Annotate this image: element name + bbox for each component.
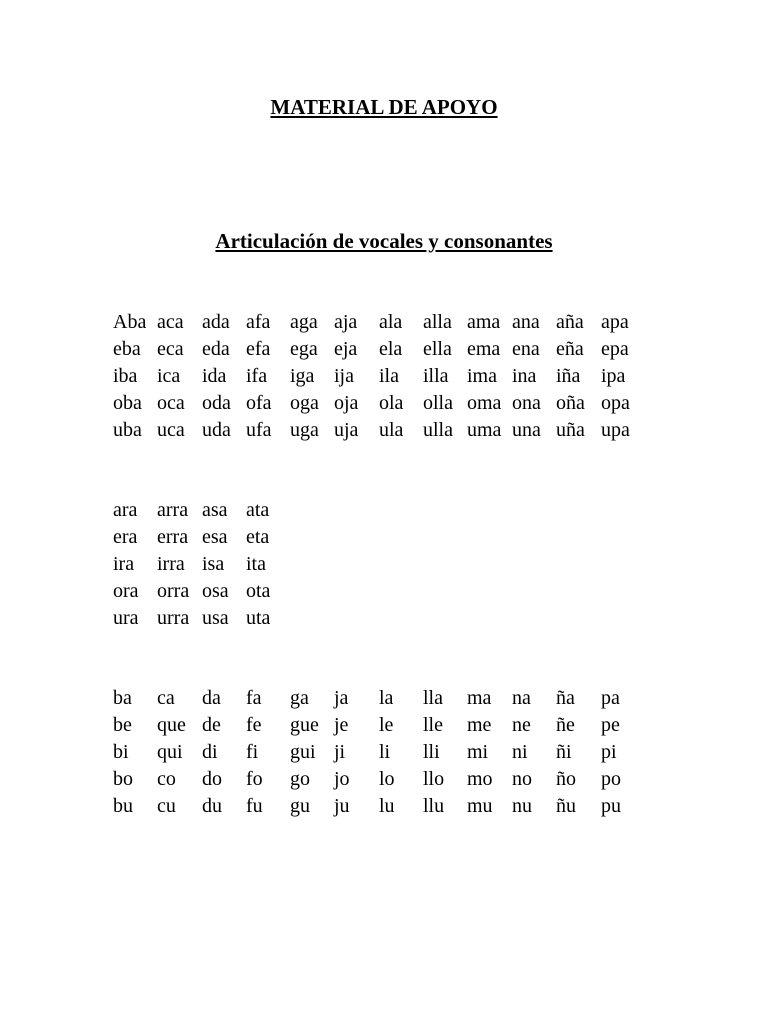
syllable-cell: ila xyxy=(379,365,399,387)
syllable-cell: ala xyxy=(379,311,403,333)
syllable-cell: lu xyxy=(379,795,395,817)
syllable-cell: nu xyxy=(512,795,532,817)
syllable-cell: mu xyxy=(467,795,493,817)
syllable-cell: ipa xyxy=(601,365,626,387)
syllable-cell: ella xyxy=(423,338,452,360)
syllable-cell: olla xyxy=(423,392,453,414)
syllable-cell: oba xyxy=(113,392,142,414)
syllable-cell: ji xyxy=(334,741,346,763)
syllable-cell: oda xyxy=(202,392,231,414)
syllable-cell: jo xyxy=(334,768,350,790)
syllable-cell: eca xyxy=(157,338,184,360)
syllable-cell: ona xyxy=(512,392,541,414)
syllable-cell: ama xyxy=(467,311,501,333)
syllable-cell: uda xyxy=(202,419,231,441)
syllable-cell: llo xyxy=(423,768,445,790)
syllable-cell: li xyxy=(379,741,391,763)
syllable-cell: ña xyxy=(556,687,575,709)
syllable-cell: ne xyxy=(512,714,531,736)
syllable-cell: osa xyxy=(202,580,229,602)
syllable-cell: ima xyxy=(467,365,497,387)
syllable-cell: llu xyxy=(423,795,445,817)
syllable-cell: orra xyxy=(157,580,190,602)
syllable-cell: fo xyxy=(246,768,263,790)
syllable-cell: me xyxy=(467,714,492,736)
page-title: MATERIAL DE APOYO xyxy=(270,95,498,119)
syllable-cell: qui xyxy=(157,741,183,763)
syllable-cell: oja xyxy=(334,392,359,414)
syllable-cell: upa xyxy=(601,419,630,441)
syllable-cell: ura xyxy=(113,607,139,629)
syllable-cell: no xyxy=(512,768,532,790)
syllable-cell: oga xyxy=(290,392,319,414)
syllable-cell: ño xyxy=(556,768,576,790)
syllable-cell: ulla xyxy=(423,419,453,441)
syllable-cell: efa xyxy=(246,338,271,360)
syllable-cell: ija xyxy=(334,365,354,387)
syllable-cell: iba xyxy=(113,365,138,387)
syllable-cell: ula xyxy=(379,419,404,441)
syllable-cell: ofa xyxy=(246,392,272,414)
syllable-cell: ju xyxy=(334,795,350,817)
syllable-cell: esa xyxy=(202,526,228,548)
syllable-cell: ina xyxy=(512,365,537,387)
syllable-cell: bi xyxy=(113,741,129,763)
syllable-cell: eda xyxy=(202,338,230,360)
syllable-cell: mi xyxy=(467,741,489,763)
syllable-cell: arra xyxy=(157,499,189,521)
syllable-cell: fi xyxy=(246,741,259,763)
syllable-cell: lle xyxy=(423,714,443,736)
syllable-cell: ana xyxy=(512,311,540,333)
syllable-cell: epa xyxy=(601,338,629,360)
syllable-cell: ida xyxy=(202,365,227,387)
syllable-cell: uja xyxy=(334,419,359,441)
syllable-cell: pe xyxy=(601,714,620,736)
syllable-cell: uca xyxy=(157,419,185,441)
syllable-cell: asa xyxy=(202,499,228,521)
syllable-cell: ica xyxy=(157,365,181,387)
syllable-cell: fa xyxy=(246,687,262,709)
syllable-cell: urra xyxy=(157,607,190,629)
syllable-cell: ata xyxy=(246,499,270,521)
syllable-cell: le xyxy=(379,714,394,736)
syllable-cell: ira xyxy=(113,553,135,575)
syllable-cell: ara xyxy=(113,499,138,521)
syllable-cell: ñi xyxy=(556,741,572,763)
syllable-cell: una xyxy=(512,419,541,441)
syllable-cell: ora xyxy=(113,580,139,602)
syllable-cell: da xyxy=(202,687,221,709)
syllable-cell: afa xyxy=(246,311,271,333)
syllable-cell: la xyxy=(379,687,394,709)
syllable-cell: ena xyxy=(512,338,540,360)
syllable-cell: bu xyxy=(113,795,133,817)
syllable-cell: aja xyxy=(334,311,358,333)
syllable-cell: usa xyxy=(202,607,229,629)
section-title: Articulación de vocales y consonantes xyxy=(215,229,553,253)
syllable-cell: gue xyxy=(290,714,319,736)
syllable-cell: apa xyxy=(601,311,629,333)
syllable-cell: isa xyxy=(202,553,225,575)
syllable-cell: uga xyxy=(290,419,319,441)
syllable-cell: erra xyxy=(157,526,189,548)
syllable-cell: na xyxy=(512,687,531,709)
syllable-cell: je xyxy=(334,714,349,736)
syllable-cell: cu xyxy=(157,795,176,817)
syllable-cell: uma xyxy=(467,419,502,441)
syllable-cell: aña xyxy=(556,311,584,333)
syllable-cell: fe xyxy=(246,714,262,736)
syllable-cell: eña xyxy=(556,338,584,360)
syllable-cell: ola xyxy=(379,392,404,414)
syllable-cell: ñu xyxy=(556,795,576,817)
syllable-cell: Aba xyxy=(113,311,147,333)
syllable-cell: pi xyxy=(601,741,617,763)
syllable-cell: oña xyxy=(556,392,585,414)
syllable-cell: ada xyxy=(202,311,230,333)
syllable-cell: lo xyxy=(379,768,395,790)
syllable-cell: ifa xyxy=(246,365,268,387)
syllable-cell: ela xyxy=(379,338,403,360)
syllable-cell: uña xyxy=(556,419,585,441)
syllable-cell: ca xyxy=(157,687,175,709)
syllable-cell: go xyxy=(290,768,310,790)
syllable-cell: do xyxy=(202,768,222,790)
syllable-cell: iga xyxy=(290,365,315,387)
syllable-cell: lli xyxy=(423,741,440,763)
syllable-cell: mo xyxy=(467,768,493,790)
syllable-cell: ita xyxy=(246,553,266,575)
syllable-cell: oma xyxy=(467,392,502,414)
syllable-cell: lla xyxy=(423,687,443,709)
syllable-cell: ufa xyxy=(246,419,272,441)
syllable-cell: ega xyxy=(290,338,318,360)
syllable-cell: du xyxy=(202,795,222,817)
syllable-cell: que xyxy=(157,714,186,736)
syllable-cell: pu xyxy=(601,795,621,817)
syllable-cell: uta xyxy=(246,607,271,629)
syllable-cell: ñe xyxy=(556,714,575,736)
syllable-cell: ema xyxy=(467,338,501,360)
syllable-cell: be xyxy=(113,714,132,736)
syllable-cell: gui xyxy=(290,741,316,763)
syllable-cell: de xyxy=(202,714,221,736)
syllable-cell: eta xyxy=(246,526,270,548)
syllable-cell: po xyxy=(601,768,621,790)
syllable-cell: uba xyxy=(113,419,142,441)
syllable-cell: eja xyxy=(334,338,358,360)
syllable-cell: ma xyxy=(467,687,492,709)
syllable-cell: ba xyxy=(113,687,132,709)
syllable-cell: ja xyxy=(334,687,349,709)
syllable-cell: irra xyxy=(157,553,185,575)
syllable-cell: illa xyxy=(423,365,449,387)
syllable-cell: aca xyxy=(157,311,184,333)
syllable-cell: fu xyxy=(246,795,263,817)
syllable-cell: alla xyxy=(423,311,452,333)
syllable-cell: ni xyxy=(512,741,528,763)
syllable-cell: ga xyxy=(290,687,309,709)
syllable-cell: gu xyxy=(290,795,310,817)
syllable-cell: ota xyxy=(246,580,271,602)
syllable-cell: eba xyxy=(113,338,141,360)
syllable-cell: era xyxy=(113,526,138,548)
syllable-cell: aga xyxy=(290,311,318,333)
syllable-cell: opa xyxy=(601,392,630,414)
syllable-cell: bo xyxy=(113,768,133,790)
syllable-cell: di xyxy=(202,741,218,763)
syllable-cell: co xyxy=(157,768,176,790)
syllable-cell: pa xyxy=(601,687,620,709)
syllable-cell: oca xyxy=(157,392,185,414)
syllable-cell: iña xyxy=(556,365,581,387)
